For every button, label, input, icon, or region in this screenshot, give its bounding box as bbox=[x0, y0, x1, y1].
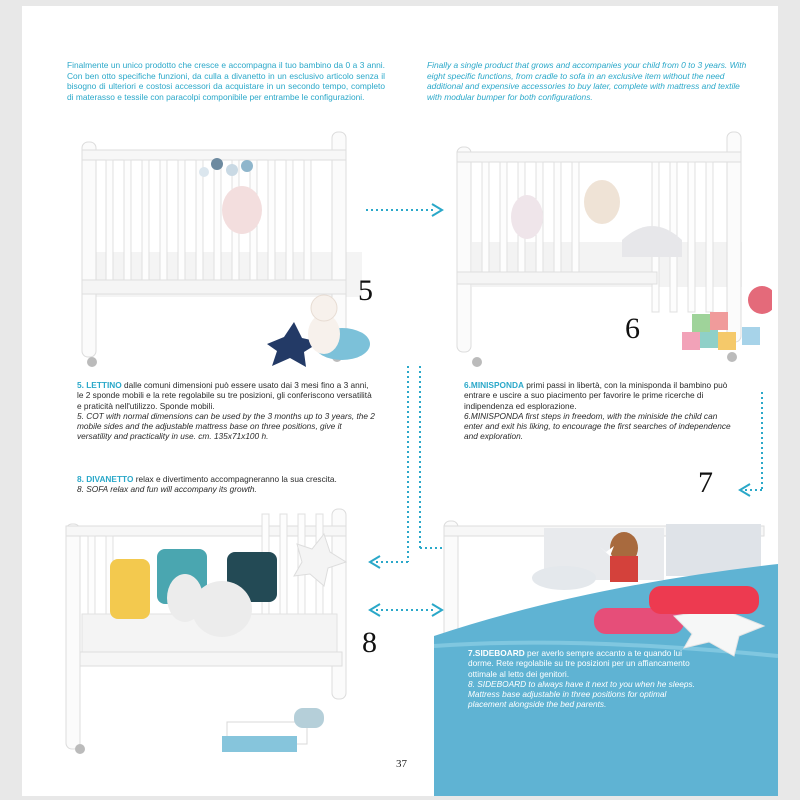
miniside-photo bbox=[452, 122, 772, 377]
section-number-5: 5 bbox=[358, 274, 373, 307]
cot-photo bbox=[72, 122, 372, 367]
text-divanetto-en: 8. SOFA relax and fun will accompany its growth. bbox=[77, 484, 257, 495]
text-minisponda-it: primi passi in libertà, con la minisponda il bambino può entrare e uscire a suo piacimento per favorire le prime ricerche di indipendenza ed esplorazione. bbox=[464, 380, 728, 411]
heading-minisponda: 6.MINISPONDA bbox=[464, 380, 524, 390]
text-lettino-it: dalle comuni dimensioni può essere usato dai 3 mesi fino a 3 anni, le 2 sponde mobili e la rete regolabile su tre posizioni, gli conferiscono versatilità e praticità nell'utilizzo. Sponde mobili. bbox=[77, 380, 372, 411]
text-divanetto-it: relax e divertimento accompagneranno la sua crescita. bbox=[135, 474, 337, 484]
catalog-page bbox=[22, 6, 778, 796]
sofa-photo bbox=[62, 504, 362, 756]
intro-italian: Finalmente un unico prodotto che cresce e accompagna il tuo bambino da 0 a 3 anni. Con ben otto specifiche funzioni, da culla a divanetto in un esclusivo articolo senza il bisogno di ulteriori e costosi accessori da acquistare in un secondo tempo, completo di materasso e tessile con paracolpi componibile per entrambe le configurazioni. bbox=[67, 60, 385, 102]
text-lettino-en: 5. COT with normal dimensions can be used by the 3 months up to 3 years, the 2 mobile sides and the adjustable mattress base on three positions, give it versatility and practicality in use. cm. 135x71x100 h. bbox=[77, 410, 375, 442]
heading-lettino: 5. LETTINO bbox=[77, 380, 122, 390]
arrow-5-to-6 bbox=[366, 202, 446, 218]
intro-english: Finally a single product that grows and accompanies your child from 0 to 3 years. With eight specific functions, from cradle to sofa in an exclusive item without the need additional and expensive accessories to buy later, complete with mattress and textile with modular bumper for both configurations. bbox=[427, 60, 747, 102]
text-sideboard-it: per averlo sempre accanto a te quando lui dorme. Rete regolabile su tre posizioni per un affiancamento ottimale al letto dei genitori. bbox=[468, 648, 690, 679]
text-minisponda-en: 6.MINISPONDA first steps in freedom, with the miniside the child can enter and exit his liking, to encourage the first searches of independence and exploration. bbox=[464, 410, 731, 442]
caption-divanetto bbox=[77, 474, 387, 495]
section-number-8: 8 bbox=[362, 626, 377, 659]
caption-lettino bbox=[77, 380, 377, 442]
heading-divanetto: 8. DIVANETTO bbox=[77, 474, 134, 484]
section-number-7: 7 bbox=[698, 466, 713, 499]
section-number-6: 6 bbox=[625, 312, 640, 345]
text-sideboard-en: 8. SIDEBOARD to always have it next to you when he sleeps. Mattress base adjustable in three positions for optimal placement alongside the bed parents. bbox=[468, 678, 695, 710]
caption-sideboard bbox=[468, 648, 700, 710]
heading-sideboard: 7.SIDEBOARD bbox=[468, 648, 525, 658]
arrow-side-return bbox=[738, 392, 768, 502]
page-number: 37 bbox=[396, 758, 407, 770]
caption-minisponda bbox=[464, 380, 732, 442]
